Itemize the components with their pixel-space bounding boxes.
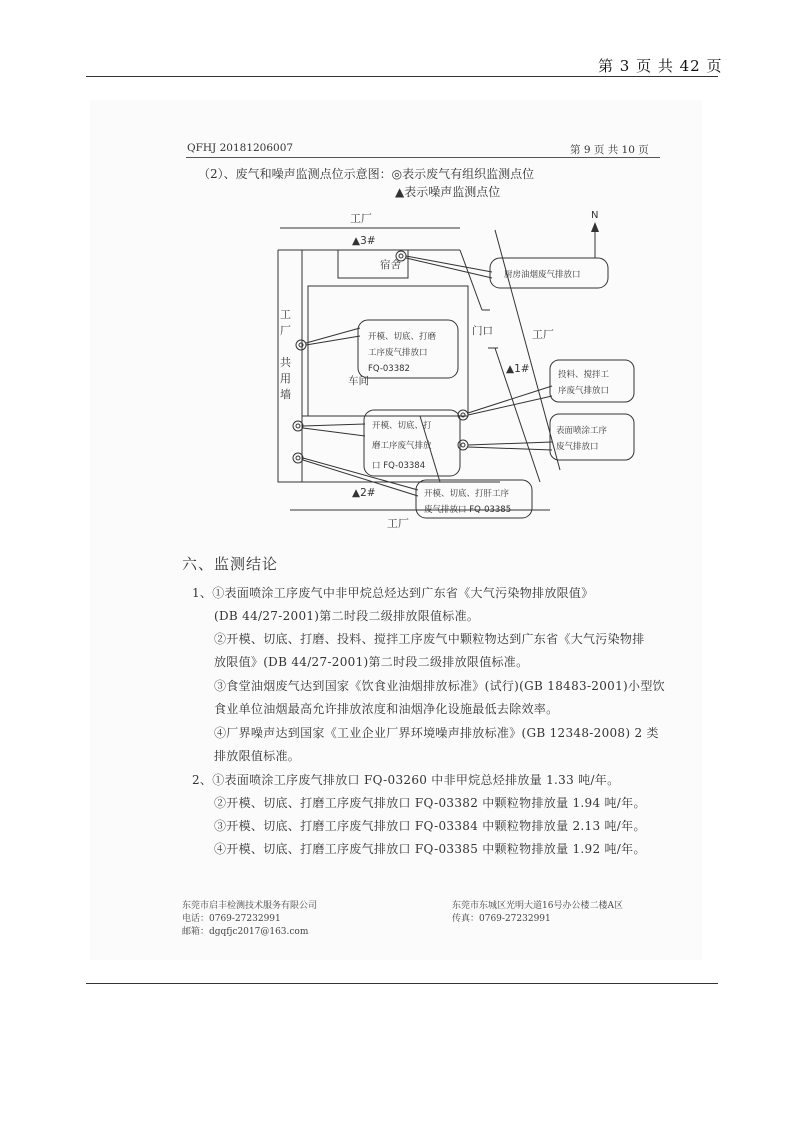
- conclusion-line: ③食堂油烟废气达到国家《饮食业油烟排放标准》(试行)(GB 18483-2001)小型饮: [214, 679, 665, 693]
- wall-char-4: 用: [280, 372, 291, 385]
- conclusion-line: (DB 44/27-2001)第二时段二级排放限值标准。: [214, 609, 480, 623]
- label-factory-right: 工厂: [532, 328, 554, 341]
- label-gate: 门口: [472, 325, 493, 337]
- monitoring-point-diagram: [260, 200, 660, 530]
- callout-spray-line2: 废气排放口: [556, 442, 599, 452]
- footer-email: 邮箱：dgqfjc2017@163.com: [182, 927, 309, 937]
- label-factory-top: 工厂: [350, 212, 372, 225]
- callout-fq03382-line2: 工序废气排放口: [368, 348, 428, 358]
- wall-char-3: 共: [280, 356, 291, 369]
- footer-phone: 电话：0769-27232991: [182, 914, 281, 924]
- label-north: N: [591, 210, 599, 221]
- conclusion-line: 食业单位油烟最高允许排放浓度和油烟净化设施最低去除效率。: [214, 702, 559, 716]
- label-workshop: 车间: [348, 375, 369, 387]
- conclusion-line: ③开模、切底、打磨工序废气排放口 FQ-03384 中颗粒物排放量 2.13 吨/年。: [214, 819, 646, 833]
- wall-char-1: 工: [280, 308, 291, 321]
- callout-fq03385-line2: 废气排放口 FQ-03385: [424, 505, 512, 515]
- report-page-number: 第 9 页 共 10 页: [570, 144, 649, 156]
- noise-point-2: ▲2#: [352, 487, 376, 499]
- report-header-rule: [186, 157, 660, 158]
- callout-fq03384-line1: 开模、切底、打: [372, 421, 432, 431]
- callout-kitchen-text: 厨房油烟废气排放口: [504, 270, 581, 280]
- page-number: 第 3 页 共 42 页: [598, 57, 723, 75]
- conclusion-line: ②开模、切底、打磨、投料、搅拌工序废气中颗粒物达到广东省《大气污染物排: [214, 632, 645, 646]
- callout-fq03384-line2: 磨工序废气排放: [372, 441, 432, 451]
- footer-company: 东莞市启丰检测技术服务有限公司: [182, 901, 318, 911]
- wall-char-2: 厂: [280, 324, 291, 337]
- label-factory-bottom: 工厂: [387, 517, 409, 530]
- diagram-caption-line2: ▲表示噪声监测点位: [395, 185, 501, 199]
- callout-fq03382-line3: FQ-03382: [368, 364, 410, 374]
- callout-fq03382-line1: 开模、切底、打磨: [368, 332, 437, 342]
- conclusion-line: ②开模、切底、打磨工序废气排放口 FQ-03382 中颗粒物排放量 1.94 吨/年。: [214, 796, 646, 810]
- conclusion-line: 放限值》(DB 44/27-2001)第二时段二级排放限值标准。: [214, 655, 529, 669]
- callout-fq03384-line3: 口 FQ-03384: [372, 461, 426, 471]
- diagram-caption-line1: （2）、废气和噪声监测点位示意图：◎表示废气有组织监测点位: [198, 167, 535, 181]
- footer-fax: 传真：0769-27232991: [452, 914, 551, 924]
- callout-feed-line1: 投料、搅拌工: [558, 370, 610, 380]
- exhaust-point-fq03382: [296, 340, 306, 350]
- conclusion-line: 排放限值标准。: [214, 749, 301, 763]
- callout-fq03385-line1: 开模、切底、打肝工序: [424, 489, 510, 499]
- callout-spray: [550, 414, 634, 460]
- label-dormitory: 宿舍: [380, 259, 401, 271]
- section-title: 六、监测结论: [182, 555, 279, 573]
- footer-address: 东莞市东城区光明大道16号办公楼二楼A区: [452, 901, 623, 911]
- header-rule: [86, 76, 718, 77]
- noise-point-1: ▲1#: [506, 363, 530, 375]
- callout-feed-line2: 序废气排放口: [558, 386, 610, 396]
- noise-point-3: ▲3#: [352, 235, 376, 247]
- conclusion-line: 1、①表面喷涂工序废气中非甲烷总烃达到广东省《大气污染物排放限值》: [192, 586, 594, 600]
- conclusion-line: ④开模、切底、打磨工序废气排放口 FQ-03385 中颗粒物排放量 1.92 吨/年。: [214, 842, 646, 856]
- footer-rule: [86, 983, 718, 984]
- conclusion-line: ④厂界噪声达到国家《工业企业厂界环境噪声排放标准》(GB 12348-2008) 2 类: [214, 726, 659, 740]
- conclusion-line: 2、①表面喷涂工序废气排放口 FQ-03260 中非甲烷总烃排放量 1.33 吨/年。: [192, 773, 620, 787]
- north-arrowhead: [591, 222, 599, 232]
- report-id: QFHJ 20181206007: [187, 142, 294, 154]
- callout-spray-line1: 表面喷涂工序: [556, 426, 608, 436]
- wall-char-5: 墙: [280, 388, 291, 401]
